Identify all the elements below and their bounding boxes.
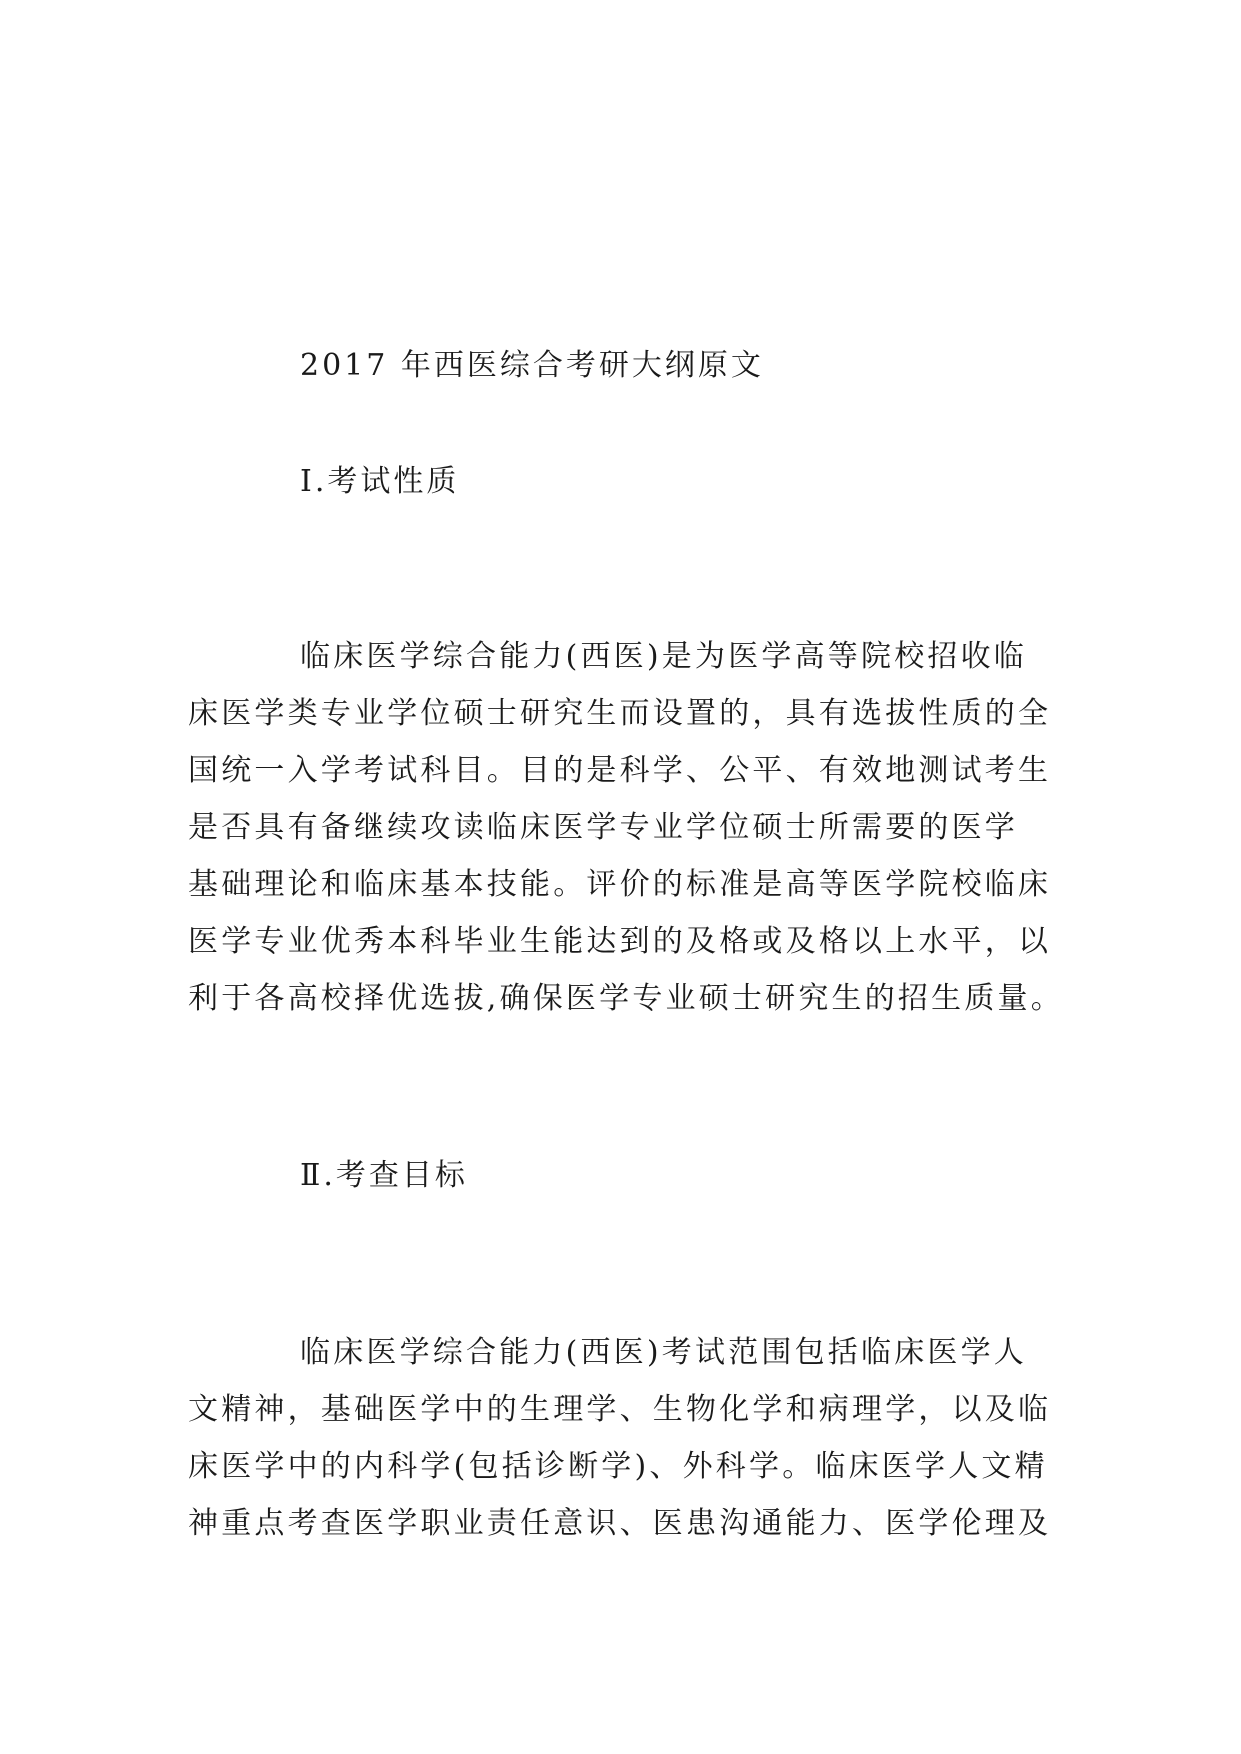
document-title: 2017 年西医综合考研大纲原文 <box>300 348 764 383</box>
section-paragraph-exam-objectives <box>188 1324 1068 1552</box>
paragraph-line: 临床医学综合能力(西医)是为医学高等院校招收临 <box>300 639 1028 674</box>
paragraph-line: 神重点考查医学职业责任意识、医患沟通能力、医学伦理及 <box>188 1506 1052 1541</box>
paragraph-line: 医学专业优秀本科毕业生能达到的及格或及格以上水平，以 <box>188 924 1052 959</box>
section-heading-exam-objectives: Ⅱ.考查目标 <box>300 1158 468 1193</box>
paragraph-line: 文精神，基础医学中的生理学、生物化学和病理学，以及临 <box>188 1392 1052 1427</box>
paragraph-line: 利于各高校择优选拔,确保医学专业硕士研究生的招生质量。 <box>188 981 1064 1016</box>
section-paragraph-exam-nature <box>188 628 1068 1027</box>
paragraph-line: 基础理论和临床基本技能。评价的标准是高等医学院校临床 <box>188 867 1052 902</box>
section-heading-exam-nature: Ⅰ.考试性质 <box>300 464 460 499</box>
paragraph-line: 国统一入学考试科目。目的是科学、公平、有效地测试考生 <box>188 753 1052 788</box>
paragraph-line: 是否具有备继续攻读临床医学专业学位硕士所需要的医学 <box>188 810 1018 845</box>
paragraph-line: 床医学中的内科学(包括诊断学)、外科学。临床医学人文精 <box>188 1449 1048 1484</box>
paragraph-line: 临床医学综合能力(西医)考试范围包括临床医学人 <box>300 1335 1028 1370</box>
paragraph-line: 床医学类专业学位硕士研究生而设置的，具有选拔性质的全 <box>188 696 1052 731</box>
